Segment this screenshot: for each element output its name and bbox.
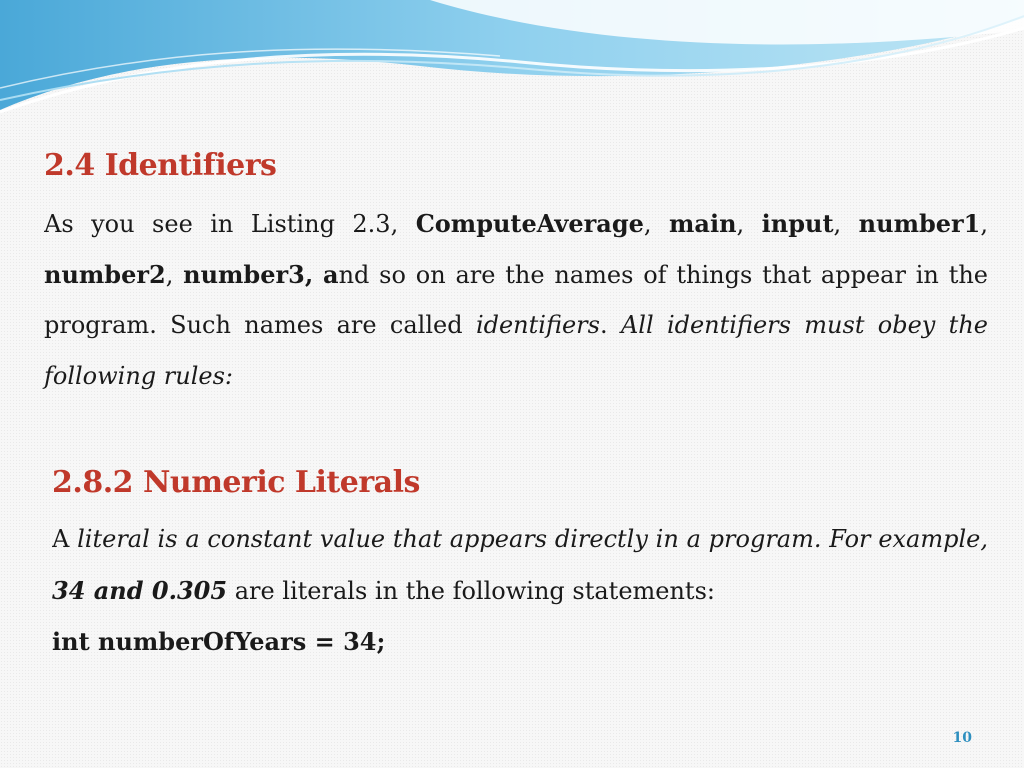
section-heading-identifiers: 2.4 Identifiers <box>44 148 277 183</box>
paragraph-line: following rules: <box>44 362 234 390</box>
section-heading-numeric-literals: 2.8.2 Numeric Literals <box>52 465 420 500</box>
header-wave-decoration <box>0 0 1024 120</box>
numeric-literals-paragraph <box>52 514 988 616</box>
paragraph-line: 34 and 0.305 are literals in the following statements: <box>52 576 715 605</box>
paragraph-line: As you see in Listing 2.3, ComputeAverage, main, input, number1, <box>44 209 988 238</box>
paragraph-line: A literal is a constant value that appears directly in a program. For example, <box>52 525 988 553</box>
page-number: 10 <box>952 730 972 746</box>
paragraph-line: number2, number3, and so on are the names of things that appear in the <box>44 260 988 289</box>
identifiers-paragraph <box>44 198 988 402</box>
paragraph-line: program. Such names are called identifiers. All identifiers must obey the <box>44 311 988 339</box>
code-statement: int numberOfYears = 34; <box>52 627 386 656</box>
